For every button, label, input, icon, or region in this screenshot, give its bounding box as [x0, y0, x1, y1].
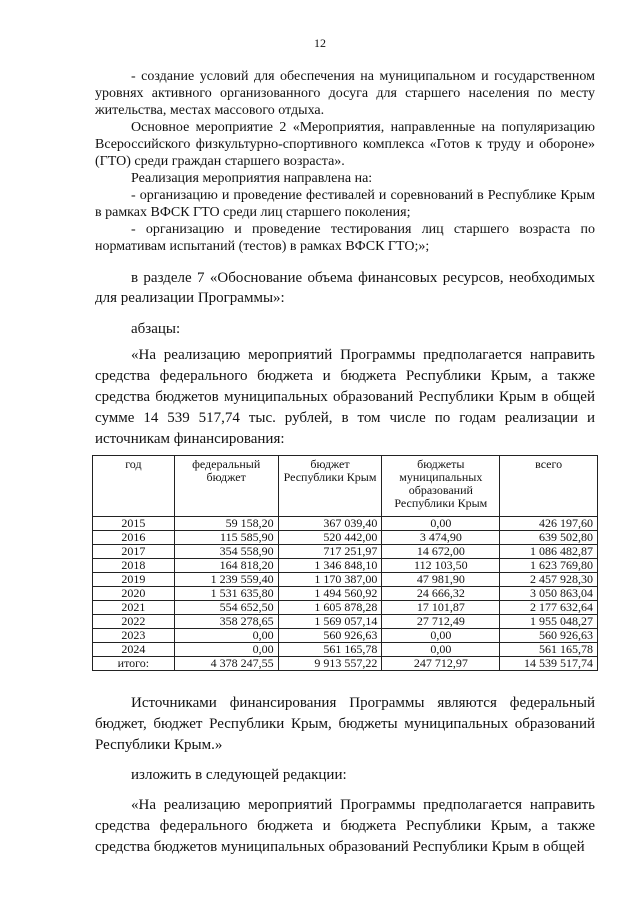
paragraph-leisure: - создание условий для обеспечения на муниципальном и государственном уровнях активного организованного досуга для старшего населения по месту жительства, местах массового отдыха. — [95, 69, 595, 118]
cell-year: 2024 — [93, 643, 175, 657]
paragraph-aimed-at: Реализация мероприятия направлена на: — [131, 171, 373, 186]
cell-year: 2020 — [93, 587, 175, 601]
cell-amount: 247 712,97 — [382, 657, 500, 671]
paragraphs-label: абзацы: — [131, 321, 181, 337]
cell-year: 2016 — [93, 531, 175, 545]
cell-amount: 0,00 — [174, 643, 278, 657]
cell-amount: 1 531 635,80 — [174, 587, 278, 601]
cell-amount: 115 585,90 — [174, 531, 278, 545]
table-row — [93, 559, 598, 573]
cell-amount: 1 605 878,28 — [278, 601, 382, 615]
cell-amount: 1 239 559,40 — [174, 573, 278, 587]
cell-amount: 1 170 387,00 — [278, 573, 382, 587]
cell-amount: 1 955 048,27 — [500, 615, 598, 629]
cell-amount: 358 278,65 — [174, 615, 278, 629]
cell-amount: 717 251,97 — [278, 545, 382, 559]
cell-amount: 27 712,49 — [382, 615, 500, 629]
cell-amount: 14 672,00 — [382, 545, 500, 559]
cell-amount: 639 502,80 — [500, 531, 598, 545]
cell-amount: 554 652,50 — [174, 601, 278, 615]
cell-year: 2017 — [93, 545, 175, 559]
table-row — [93, 517, 598, 531]
table-row — [93, 601, 598, 615]
cell-amount: 4 378 247,55 — [174, 657, 278, 671]
cell-amount: 426 197,60 — [500, 517, 598, 531]
paragraph-testing: - организацию и проведение тестирования лиц старшего возраста по нормативам испытаний (тестов) в рамках ВФСК ГТО;»; — [95, 222, 595, 254]
cell-amount: 1 494 560,92 — [278, 587, 382, 601]
cell-year: 2021 — [93, 601, 175, 615]
measures-list — [95, 68, 595, 255]
table-row — [93, 629, 598, 643]
table-row — [93, 657, 598, 671]
cell-amount: 14 539 517,74 — [500, 657, 598, 671]
header-municipal: бюджеты муниципальных образований Республики Крым — [382, 456, 500, 517]
header-year: год — [93, 456, 175, 517]
cell-amount: 560 926,63 — [500, 629, 598, 643]
cell-year: 2022 — [93, 615, 175, 629]
cell-year: итого: — [93, 657, 175, 671]
cell-amount: 1 623 769,80 — [500, 559, 598, 573]
sources-paragraph: Источниками финансирования Программы являются федеральный бюджет, бюджет Республики Крым, бюджеты муниципальных образований Республики Крым.» — [95, 695, 595, 753]
table-row — [93, 643, 598, 657]
cell-amount: 17 101,87 — [382, 601, 500, 615]
header-republic: бюджет Республики Крым — [278, 456, 382, 517]
table-row — [93, 587, 598, 601]
cell-amount: 59 158,20 — [174, 517, 278, 531]
quote-funding-old: «На реализацию мероприятий Программы предполагается направить средства федерального бюджета и бюджета Республики Крым, а также средства бюджетов муниципальных образований Республики Крым в общей сумме 14 539 517,74 тыс. рублей, в том числе по годам реализации и источникам финансирования: — [95, 347, 595, 447]
cell-year: 2023 — [93, 629, 175, 643]
table-row — [93, 615, 598, 629]
cell-amount: 1 569 057,14 — [278, 615, 382, 629]
cell-amount: 561 165,78 — [500, 643, 598, 657]
cell-amount: 112 103,50 — [382, 559, 500, 573]
header-federal: федеральный бюджет — [174, 456, 278, 517]
cell-year: 2015 — [93, 517, 175, 531]
quote-funding-new: «На реализацию мероприятий Программы предполагается направить средства федерального бюджета и бюджета Республики Крым, а также средства бюджетов муниципальных образований Республики Крым в общей — [95, 797, 595, 855]
table-row — [93, 545, 598, 559]
paragraph-main-event-2: Основное мероприятие 2 «Мероприятия, направленные на популяризацию Всероссийского физкультурно-спортивного комплекса «Готов к труду и обороне» (ГТО) среди граждан старшего возраста». — [95, 120, 595, 169]
cell-amount: 0,00 — [174, 629, 278, 643]
cell-amount: 47 981,90 — [382, 573, 500, 587]
section-7-intro: в разделе 7 «Обоснование объема финансовых ресурсов, необходимых для реализации Программы»: — [95, 270, 595, 306]
cell-amount: 2 457 928,30 — [500, 573, 598, 587]
financing-table — [92, 455, 598, 671]
cell-amount: 1 346 848,10 — [278, 559, 382, 573]
cell-amount: 3 050 863,04 — [500, 587, 598, 601]
cell-amount: 3 474,90 — [382, 531, 500, 545]
cell-amount: 520 442,00 — [278, 531, 382, 545]
cell-amount: 2 177 632,64 — [500, 601, 598, 615]
cell-amount: 9 913 557,22 — [278, 657, 382, 671]
table-row — [93, 573, 598, 587]
table-header-row — [93, 456, 598, 517]
cell-amount: 164 818,20 — [174, 559, 278, 573]
cell-amount: 0,00 — [382, 517, 500, 531]
table-row — [93, 531, 598, 545]
paragraph-festivals: - организацию и проведение фестивалей и соревнований в Республике Крым в рамках ВФСК ГТО среди лиц старшего поколения; — [95, 188, 595, 220]
cell-amount: 0,00 — [382, 629, 500, 643]
cell-year: 2019 — [93, 573, 175, 587]
cell-year: 2018 — [93, 559, 175, 573]
cell-amount: 367 039,40 — [278, 517, 382, 531]
cell-amount: 354 558,90 — [174, 545, 278, 559]
cell-amount: 561 165,78 — [278, 643, 382, 657]
amend-instruction: изложить в следующей редакции: — [131, 767, 347, 783]
cell-amount: 1 086 482,87 — [500, 545, 598, 559]
cell-amount: 560 926,63 — [278, 629, 382, 643]
header-total: всего — [500, 456, 598, 517]
page-number: 12 — [314, 36, 326, 50]
cell-amount: 24 666,32 — [382, 587, 500, 601]
cell-amount: 0,00 — [382, 643, 500, 657]
